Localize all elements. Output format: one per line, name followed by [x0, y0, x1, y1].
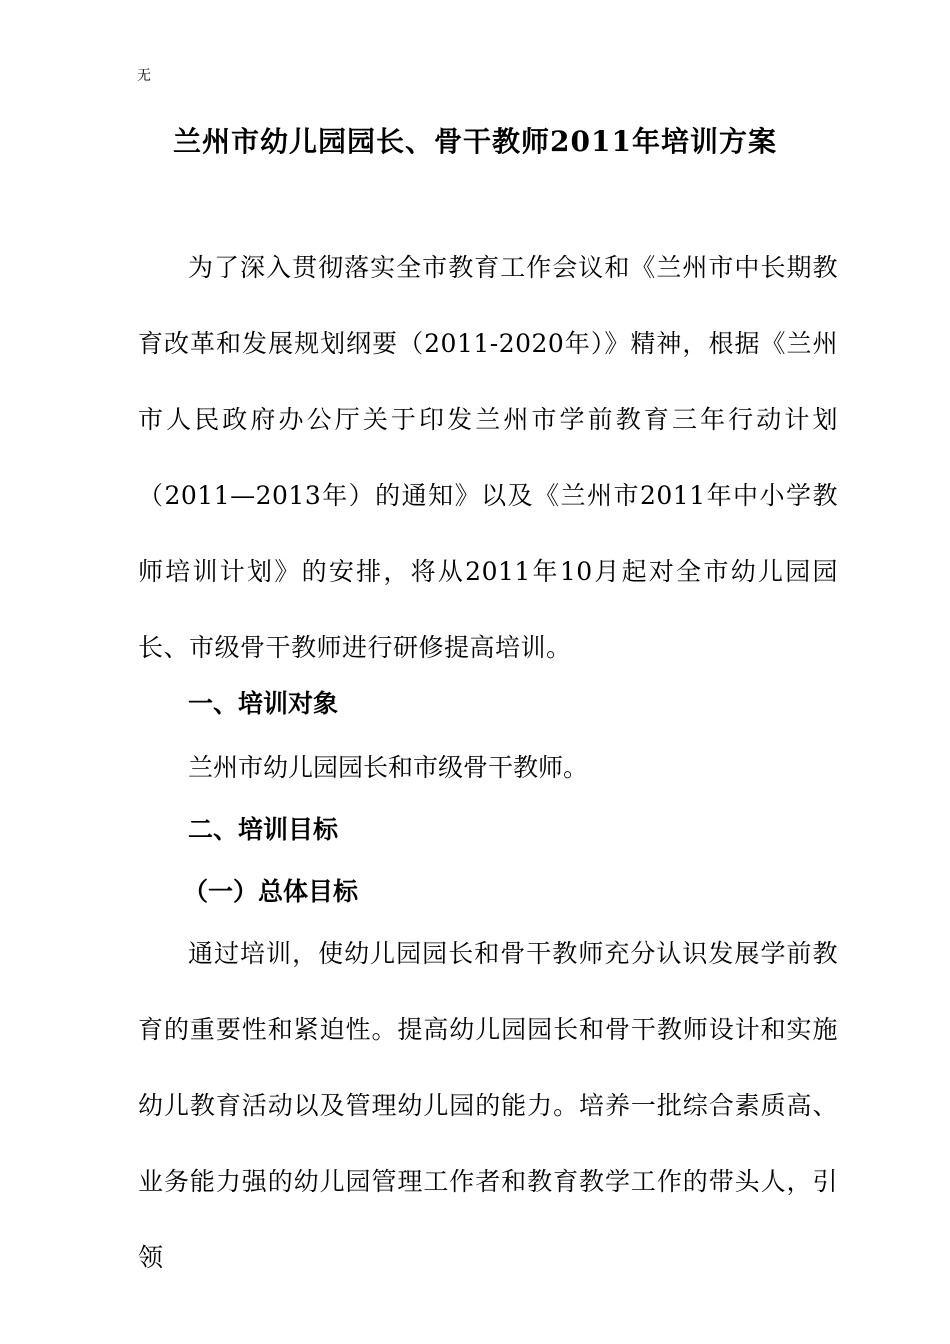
overall-goals-paragraph: 通过培训，使幼儿园园长和骨干教师充分认识发展学前教育的重要性和紧迫性。提高幼儿园园长和骨干教师设计和实施幼儿教育活动以及管理幼儿园的能力。培养一批综合素质高、业务能力强的幼儿园管理工作者和教育教学工作的带头人，引领: [138, 939, 838, 1272]
sub-heading-overall-goals: （一）总体目标: [183, 877, 359, 906]
header-mark: 无: [137, 68, 151, 84]
section-heading-training-targets: 一、培训对象: [188, 689, 339, 718]
intro-paragraph: 为了深入贯彻落实全市教育工作会议和《兰州市中长期教育改革和发展规划纲要（2011-2020年）》精神，根据《兰州市人民政府办公厅关于印发兰州市学前教育三年行动计划（2011—2013年）的通知》以及《兰州市2011年中小学教师培训计划》的安排，将从2011年10月起对全市幼儿园园长、市级骨干教师进行研修提高培训。: [138, 253, 838, 662]
document-title: 兰州市幼儿园园长、骨干教师2011年培训方案: [173, 125, 777, 158]
section-heading-training-goals: 二、培训目标: [188, 815, 339, 844]
training-targets-text: 兰州市幼儿园园长和市级骨干教师。: [188, 753, 589, 782]
